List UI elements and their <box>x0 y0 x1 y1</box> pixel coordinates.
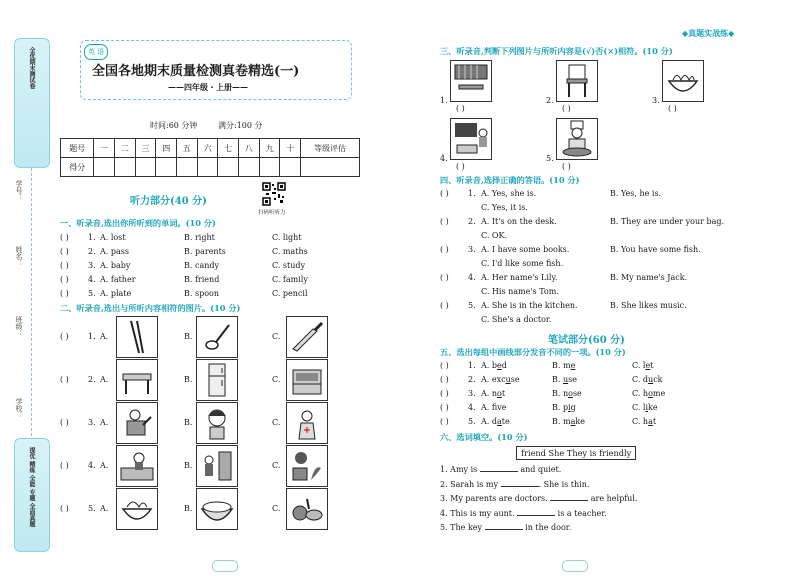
option-c <box>632 389 665 398</box>
option-a: A. <box>100 332 109 341</box>
option-a: A. father <box>100 275 136 284</box>
option-b: B. She likes music. <box>610 301 687 310</box>
underlined-letter: i <box>568 403 571 412</box>
option-a: A. <box>100 418 109 427</box>
cooking-icon <box>116 445 158 487</box>
section-2-title: 二、听录音,选出与所听内容相符的图片。(10 分) <box>60 303 241 313</box>
option-b: B. <box>184 461 193 470</box>
score-table-row <box>61 158 360 177</box>
score-cell[interactable] <box>177 158 198 177</box>
shelf-icon <box>286 359 328 401</box>
option-b: B. My name's Jack. <box>610 273 688 282</box>
option-a <box>481 361 507 370</box>
score-cell[interactable] <box>280 158 301 177</box>
question-number: 3. <box>88 261 96 270</box>
answer-paren[interactable]: ( ) <box>440 403 449 412</box>
section-5-title: 五、选出每组中画线部分发音不同的一项。(10 分) <box>440 347 626 357</box>
rice-icon <box>196 488 238 530</box>
question-number: 1. <box>468 189 476 198</box>
sidebar-bottom-text: 提优 精练 全能 专题 全面真题 <box>28 447 35 528</box>
score-table <box>60 138 360 177</box>
score-header-cell: 十 <box>280 139 301 158</box>
cut-line <box>31 168 32 436</box>
option-b: B. candy <box>184 261 220 270</box>
score-cell[interactable] <box>135 158 156 177</box>
option-text: A. excuse <box>481 375 520 384</box>
score-cell[interactable] <box>197 158 218 177</box>
score-header-cell: 七 <box>218 139 239 158</box>
section-6-title: 六、选词填空。(10 分) <box>440 432 528 442</box>
answer-paren[interactable]: ( ) <box>440 375 449 384</box>
option-c: C. <box>272 418 281 427</box>
option-text: A. bed <box>481 361 507 370</box>
question-number: 5. <box>468 417 476 426</box>
option-c: C. Yes, it is. <box>481 203 528 212</box>
score-header-cell: 五 <box>177 139 198 158</box>
score-header-cell: 六 <box>197 139 218 158</box>
garden-icon <box>286 445 328 487</box>
option-text: C. hat <box>632 417 657 426</box>
score-cell[interactable] <box>156 158 177 177</box>
underlined-letter: i <box>645 403 649 412</box>
page-number-right <box>562 560 588 572</box>
qr-code-icon <box>262 182 286 206</box>
question-number: 5. <box>88 289 96 298</box>
underlined-letter: e <box>570 361 576 370</box>
answer-blank[interactable] <box>550 492 588 501</box>
fill-sentence: 5. The key in the door. <box>440 523 572 532</box>
option-c: C. <box>272 461 281 470</box>
knife-icon <box>286 316 328 358</box>
option-c: C. maths <box>272 247 308 256</box>
option-a: A. baby <box>100 261 131 270</box>
option-b: B. You have some fish. <box>610 245 701 254</box>
score-cell[interactable] <box>115 158 136 177</box>
answer-paren[interactable]: ( ) <box>440 189 449 198</box>
man-icon <box>116 402 158 444</box>
answer-paren[interactable]: ( ) <box>60 332 69 341</box>
option-a: A. plate <box>100 289 132 298</box>
option-c: C. light <box>272 233 302 242</box>
answer-paren[interactable]: ( ) <box>440 217 449 226</box>
option-a <box>481 375 520 384</box>
option-c: C. <box>272 375 281 384</box>
option-text: B. make <box>552 417 585 426</box>
answer-paren[interactable]: ( ) <box>456 104 465 113</box>
exam-score: 满分:100 分 <box>218 121 263 130</box>
qr-caption: 扫码听听力 <box>258 210 286 216</box>
question-number: 1. <box>468 361 476 370</box>
option-a: A. pass <box>100 247 129 256</box>
answer-blank[interactable] <box>501 478 539 487</box>
question-number: 4. <box>88 275 96 284</box>
question-number: 3. <box>652 96 660 105</box>
option-a: A. <box>100 504 109 513</box>
underlined-letter: a <box>648 417 653 426</box>
question-number: 3. <box>88 418 96 427</box>
score-header-cell: 八 <box>239 139 260 158</box>
page-subtitle: ——四年级・上册—— <box>168 82 248 92</box>
fridge-icon <box>196 359 238 401</box>
underlined-letter: u <box>648 375 654 384</box>
option-b: B. spoon <box>184 289 219 298</box>
option-c <box>632 375 663 384</box>
field-student-id: 学号： <box>15 180 23 201</box>
score-cell[interactable] <box>94 158 115 177</box>
option-b <box>552 389 582 398</box>
option-c <box>632 403 658 412</box>
score-cell[interactable] <box>301 158 360 177</box>
score-cell[interactable] <box>259 158 280 177</box>
score-cell[interactable] <box>218 158 239 177</box>
score-header-cell: 四 <box>156 139 177 158</box>
option-a <box>481 389 505 398</box>
spoon-icon <box>196 316 238 358</box>
underlined-letter: a <box>496 417 502 426</box>
underlined-letter: u <box>505 375 511 384</box>
section-1-title: 一、听录音,选出你所听到的单词。(10 分) <box>60 218 216 228</box>
question-number: 3. <box>468 389 476 398</box>
score-header-cell: 等级评估 <box>301 139 360 158</box>
field-school: 学校： <box>15 398 23 419</box>
exam-time: 时间:60 分钟 <box>150 121 198 130</box>
option-text: C. let <box>632 361 654 370</box>
underlined-letter: e <box>496 361 502 370</box>
section-tag: ◆真题实战练◆ <box>682 28 735 38</box>
chef-icon <box>556 118 598 160</box>
answer-paren[interactable]: ( ) <box>440 417 449 426</box>
noodle-bowl-icon <box>662 60 704 102</box>
page-title: 全国各地期末质量检测真卷精选(一) <box>92 64 300 79</box>
option-b: B. They are under your bag. <box>610 217 725 226</box>
question-number: 5. <box>546 154 554 163</box>
option-c: C. She's a doctor. <box>481 315 552 324</box>
answer-blank[interactable] <box>485 521 523 530</box>
option-b <box>552 361 575 370</box>
option-a <box>481 403 506 412</box>
underlined-letter: e <box>645 361 651 370</box>
section-4-title: 四、听录音,选择正确的答语。(10 分) <box>440 175 580 185</box>
option-b: B. <box>184 332 193 341</box>
option-text: B. use <box>552 375 577 384</box>
answer-paren[interactable]: ( ) <box>440 273 449 282</box>
question-number: 1. <box>88 233 96 242</box>
option-text: B. pig <box>552 403 576 412</box>
option-c: C. His name's Tom. <box>481 287 559 296</box>
word-bank: friend She They is friendly <box>516 446 636 460</box>
score-cell[interactable] <box>239 158 260 177</box>
option-c: C. study <box>272 261 306 270</box>
question-number: 4. <box>468 273 476 282</box>
section-3-title: 三、听录音,判断下列图片与所听内容是(√)否(×)相符。(10 分) <box>440 46 673 56</box>
question-number: 2. <box>88 247 96 256</box>
question-number: 1. <box>440 96 448 105</box>
option-a: A. Her name's Lily. <box>481 273 558 282</box>
option-b <box>552 375 577 384</box>
question-number: 4. <box>88 461 96 470</box>
library-icon <box>450 60 492 102</box>
option-a: A. lost <box>100 233 126 242</box>
option-b: B. <box>184 375 193 384</box>
option-c: C. OK. <box>481 231 507 240</box>
option-b: B. <box>184 504 193 513</box>
option-text: B. nose <box>552 389 582 398</box>
answer-paren[interactable]: ( ) <box>440 301 449 310</box>
answer-paren[interactable]: ( ) <box>60 261 69 270</box>
underlined-letter: o <box>497 389 502 398</box>
option-b: B. <box>184 418 193 427</box>
classroom-icon <box>450 118 492 160</box>
answer-paren[interactable]: ( ) <box>60 461 69 470</box>
question-number: 5. <box>468 301 476 310</box>
option-b: B. parents <box>184 247 226 256</box>
fill-sentence: 3. My parents are doctors. are helpful. <box>440 494 638 503</box>
option-a: A. It's on the desk. <box>481 217 557 226</box>
score-header-cell: 题号 <box>61 139 94 158</box>
girl-icon <box>196 402 238 444</box>
score-header-cell: 九 <box>259 139 280 158</box>
question-number: 5. <box>88 504 96 513</box>
score-header-cell: 二 <box>115 139 136 158</box>
option-c <box>632 417 656 426</box>
option-a: A. She is in the kitchen. <box>481 301 578 310</box>
option-text: A. fve <box>481 403 507 412</box>
answer-paren[interactable]: ( ) <box>668 104 677 113</box>
option-c: C. I'd like some fish. <box>481 259 564 268</box>
option-c: C. pencil <box>272 289 308 298</box>
question-number: 2. <box>546 96 554 105</box>
option-a: A. <box>100 461 109 470</box>
table-icon <box>116 359 158 401</box>
option-c: C. <box>272 332 281 341</box>
score-table-header <box>61 139 360 158</box>
fill-sentence: 2. Sarah is my . She is thin. <box>440 479 590 489</box>
fill-sentence: 1. Amy is and quiet. <box>440 465 562 474</box>
chair-icon <box>556 60 598 102</box>
sidebar-banner-top <box>14 38 50 168</box>
option-a: A. Yes, she is. <box>481 189 537 198</box>
question-number: 2. <box>468 217 476 226</box>
answer-paren[interactable]: ( ) <box>60 233 69 242</box>
answer-paren[interactable]: ( ) <box>456 162 465 171</box>
nurse-icon <box>286 402 328 444</box>
listening-title: 听力部分(40 分) <box>130 196 207 207</box>
answer-paren[interactable]: ( ) <box>440 389 449 398</box>
answer-blank[interactable] <box>517 507 555 516</box>
question-number: 2. <box>468 375 476 384</box>
option-text: C. home <box>632 389 666 398</box>
underlined-letter: a <box>570 417 576 426</box>
vegetables-icon <box>286 488 328 530</box>
option-b <box>552 417 585 426</box>
option-b: B. right <box>184 233 215 242</box>
reading-icon <box>196 445 238 487</box>
answer-paren[interactable]: ( ) <box>562 104 571 113</box>
question-number: 1. <box>88 332 96 341</box>
answer-paren[interactable]: ( ) <box>562 162 571 171</box>
question-number: 4. <box>440 154 448 163</box>
answer-paren[interactable]: ( ) <box>60 375 69 384</box>
option-b: B. friend <box>184 275 220 284</box>
option-text: C. like <box>632 403 658 412</box>
subject-badge: 英 语 <box>84 44 108 60</box>
answer-blank[interactable] <box>480 463 518 472</box>
answer-paren[interactable]: ( ) <box>440 245 449 254</box>
answer-paren[interactable]: ( ) <box>60 275 69 284</box>
answer-paren[interactable]: ( ) <box>440 361 449 370</box>
underlined-letter: o <box>568 389 573 398</box>
option-a <box>481 417 510 426</box>
option-a: A. <box>100 375 109 384</box>
writing-title: 笔试部分(60 分) <box>548 335 625 346</box>
option-c <box>632 361 653 370</box>
option-text: C. duck <box>632 375 663 384</box>
answer-paren[interactable]: ( ) <box>60 289 69 298</box>
field-name: 姓名： <box>15 246 23 267</box>
option-c: C. <box>272 504 281 513</box>
page-number-left <box>212 560 238 572</box>
option-a: A. I have some books. <box>481 245 570 254</box>
option-b: B. Yes, he is. <box>610 189 662 198</box>
option-text: A. date <box>481 417 510 426</box>
score-header-cell: 三 <box>135 139 156 158</box>
chopsticks-icon <box>116 316 158 358</box>
question-number: 3. <box>468 245 476 254</box>
answer-paren[interactable]: ( ) <box>60 418 69 427</box>
fill-sentence: 4. This is my aunt. is a teacher. <box>440 508 607 518</box>
option-text: A. not <box>481 389 506 398</box>
answer-paren[interactable]: ( ) <box>60 504 69 513</box>
option-c: C. family <box>272 275 308 284</box>
field-class: 班级： <box>15 316 23 337</box>
noodles-icon <box>116 488 158 530</box>
score-row-label: 得分 <box>61 158 94 177</box>
underlined-letter: u <box>562 375 569 384</box>
answer-paren[interactable]: ( ) <box>60 247 69 256</box>
sidebar-top-text: 全优期末测试卷 <box>28 47 35 89</box>
sidebar-banner-bottom <box>14 438 50 552</box>
score-header-cell: 一 <box>94 139 115 158</box>
question-number: 2. <box>88 375 96 384</box>
option-text: B. me <box>552 361 576 370</box>
question-number: 4. <box>468 403 476 412</box>
option-b <box>552 403 576 412</box>
underlined-letter: o <box>648 389 653 398</box>
